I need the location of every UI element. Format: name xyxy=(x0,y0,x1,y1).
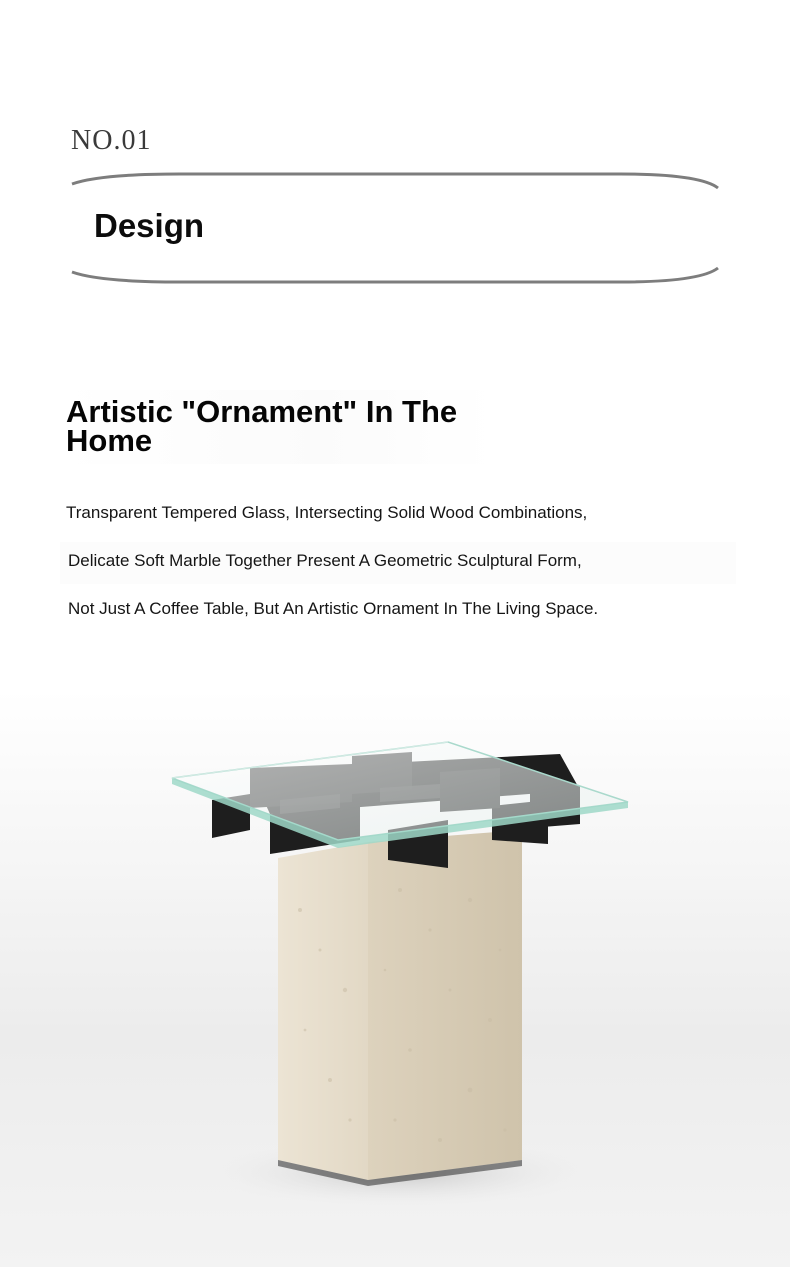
marble-pedestal-side xyxy=(368,830,522,1180)
description-line: Transparent Tempered Glass, Intersecting Solid Wood Combinations, xyxy=(66,503,588,522)
section-label: Design xyxy=(94,207,205,244)
description-line: Delicate Soft Marble Together Present A Geometric Sculptural Form, xyxy=(68,551,582,570)
marble-pedestal-front xyxy=(278,842,368,1180)
headline: Artistic "Ornament" In The Home xyxy=(66,394,458,458)
description-line: Not Just A Coffee Table, But An Artistic Ornament In The Living Space. xyxy=(68,599,599,618)
section-number: NO.01 xyxy=(71,125,152,156)
side-table-product-image xyxy=(0,690,790,1267)
